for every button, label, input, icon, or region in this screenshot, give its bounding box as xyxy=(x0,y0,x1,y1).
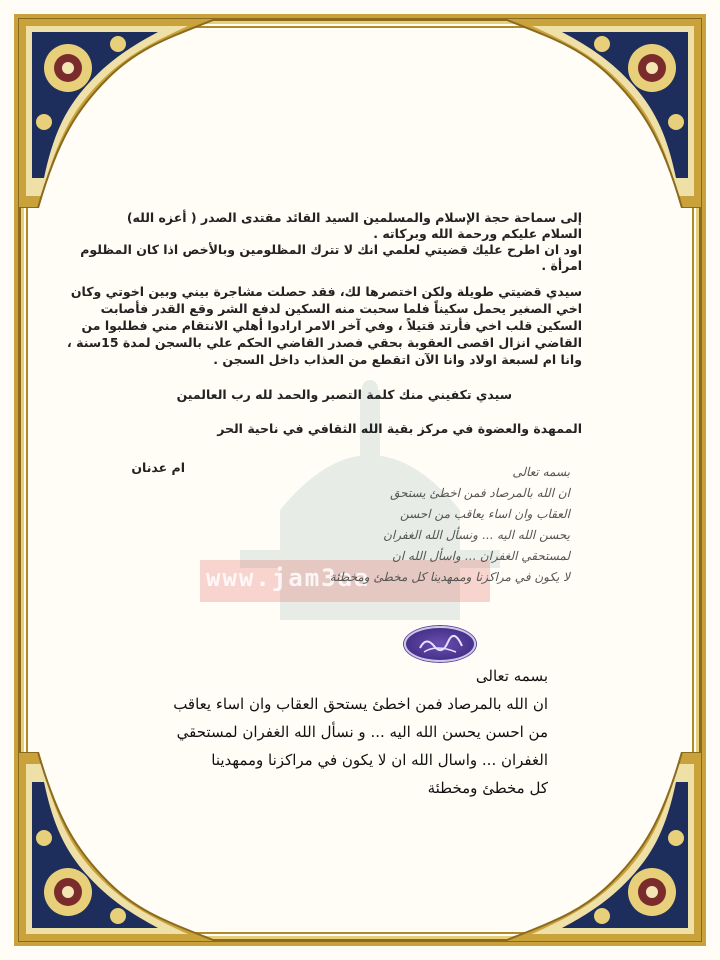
letter-opening xyxy=(80,210,582,274)
letter-line: القاضي انزال اقصى العقوبة بحقي فصدر القاضي الحكم علي بالسجن لمدة 15سنة ، xyxy=(67,335,582,350)
letter-signature: ام عدنان xyxy=(131,460,185,475)
letter-line: امرأة . xyxy=(541,258,582,273)
printed-line: الغفران ... واسال الله ان لا يكون في مراكزنا وممهدينا xyxy=(211,751,548,769)
letter-closing: سيدي تكفيني منك كلمة التصبر والحمد لله رب العالمين xyxy=(176,387,512,402)
printed-reply xyxy=(28,662,548,802)
letter-body xyxy=(67,283,582,368)
letter-line: السلام عليكم ورحمة الله وبركاته . xyxy=(373,226,582,241)
letter-line: السكين قلب اخي فأرتد قتيلاً ، وفي آخر الامر ارادوا أهلي الانتقام مني فطلبوا من xyxy=(81,318,582,333)
handwritten-line: العقاب وان اساء يعاقب من احسن xyxy=(400,507,570,521)
ornament-corner-top-left xyxy=(18,18,218,208)
printed-line: من احسن يحسن الله اليه ... و نسأل الله الغفران لمستحقي xyxy=(176,723,548,741)
letter-line: إلى سماحة حجة الإسلام والمسلمين السيد القائد مقتدى الصدر ( أعزه الله) xyxy=(126,210,582,225)
letter-line: اود ان اطرح عليك قضيتي لعلمي انك لا تترك المظلومين وبالأخص اذا كان المظلوم xyxy=(80,242,582,257)
printed-line: ان الله بالمرصاد فمن اخطئ يستحق العقاب وان اساء يعاقب xyxy=(173,695,548,713)
handwritten-line: ان الله بالمرصاد فمن اخطئ يستحق xyxy=(390,486,570,500)
letter-sender-title: الممهدة والعضوة في مركز بقية الله الثقافي في ناحية الحر xyxy=(217,421,582,436)
handwritten-line: لا يكون في مراكزنا وممهدينا كل مخطئ ومخطئة xyxy=(329,570,570,584)
printed-line: كل مخطئ ومخطئة xyxy=(427,779,548,797)
handwritten-line: بسمه تعالى xyxy=(512,465,570,479)
watermark-url: www.jam3aa xyxy=(206,564,371,592)
letter-line: وانا ام لسبعة اولاد وانا الآن اتقطع من العذاب داخل السجن . xyxy=(213,352,582,367)
seal-stamp-icon xyxy=(404,626,476,662)
handwritten-line: يحسن الله اليه ... ونسأل الله الغفران xyxy=(383,528,570,542)
ornament-corner-top-right xyxy=(502,18,702,208)
letter-line: سيدي قضيتي طويلة ولكن اختصرها لك، فقد حصلت مشاجرة بيني وبين اخوتي وكان xyxy=(70,284,582,299)
letter-line: اخي الصغير يحمل سكيناً فلما سحبت منه السكين لدفع الشر وقع القدر فأصابت xyxy=(100,301,582,316)
printed-line: بسمه تعالى xyxy=(475,667,548,685)
handwritten-reply xyxy=(170,462,570,588)
handwritten-line: لمستحقي الغفران ... واسأل الله ان xyxy=(392,549,570,563)
